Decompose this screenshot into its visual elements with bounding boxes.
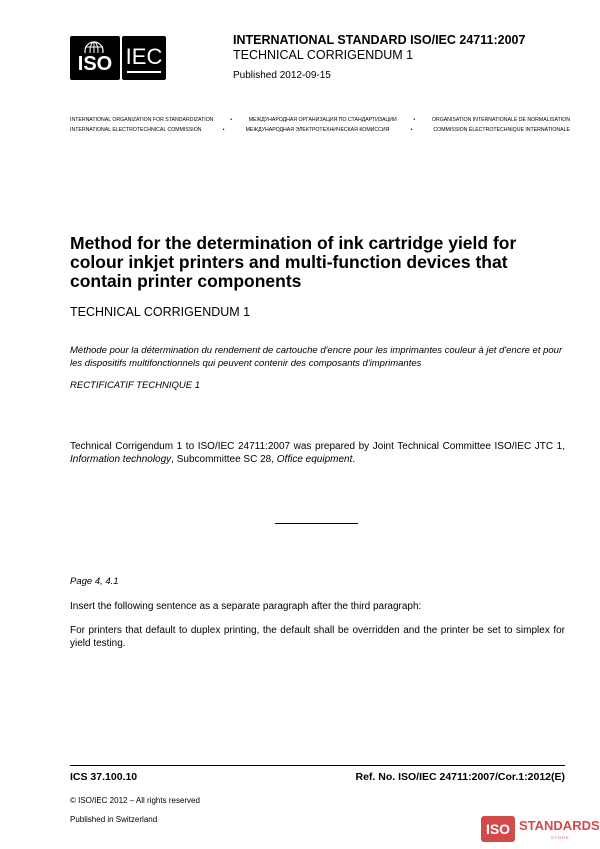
document-title: Method for the determination of ink cartridge yield for colour inkjet printers and multi-function devices that contain printer components [70, 233, 517, 291]
org-iec-en: INTERNATIONAL ELECTROTECHNICAL COMMISSION [70, 127, 202, 133]
french-title: Méthode pour la détermination du rendement de cartouche d'encre pour les imprimantes couleur à jet d'encre et pour les dispositifs multifonctionnels qui peuvent contenir des composants d'imprimantes [70, 345, 563, 369]
clause-reference: Page 4, 4.1 [70, 576, 119, 587]
intro-text-2: , Subcommittee SC 28, [171, 454, 277, 465]
copyright-notice: © ISO/IEC 2012 – All rights reserved [70, 796, 200, 805]
intro-italic-2: Office equipment [276, 454, 353, 465]
intro-italic-1: Information technology [70, 454, 172, 465]
intro-text-3: . [352, 454, 356, 465]
inserted-paragraph: For printers that default to duplex printing, the default shall be overridden and the printer be set to simplex for yield testing. [70, 625, 565, 649]
intro-text-1: Technical Corrigendum 1 to ISO/IEC 24711:2007 was prepared by Joint Technical Committee ISO/IEC JTC 1, [70, 441, 565, 452]
bullet: • [413, 117, 416, 123]
reference-number: Ref. No. ISO/IEC 24711:2007/Cor.1:2012(E) [355, 771, 565, 783]
footer-rule [70, 765, 565, 766]
standard-subtitle: TECHNICAL CORRIGENDUM 1 [233, 48, 414, 62]
globe-icon [83, 39, 105, 53]
iec-logo [122, 36, 166, 80]
store-logo-brand: STANDARDS [519, 818, 600, 833]
bullet: • [230, 117, 233, 123]
rectificatif-label: RECTIFICATIF TECHNIQUE 1 [70, 380, 201, 391]
store-logo-tag: STORE [551, 835, 570, 840]
bullet: • [410, 127, 413, 133]
organization-names [70, 115, 570, 135]
store-logo [481, 814, 600, 846]
store-logo-iso: ISO [481, 816, 515, 842]
org-iso-ru: МЕЖДУНАРОДНАЯ ОРГАНИЗАЦИЯ ПО СТАНДАРТИЗАЦИИ [248, 117, 397, 123]
org-iec-ru: МЕЖДУНАРОДНАЯ ЭЛЕКТРОТЕХНИЧЕСКАЯ КОМИССИЯ [245, 127, 390, 133]
standard-title: INTERNATIONAL STANDARD ISO/IEC 24711:2007 [233, 33, 526, 47]
ics-code: ICS 37.100.10 [70, 771, 138, 783]
org-iso-fr: ORGANISATION INTERNATIONALE DE NORMALISATION [431, 117, 570, 123]
instruction-paragraph: Insert the following sentence as a separate paragraph after the third paragraph: [70, 601, 422, 612]
organization-row-iec [70, 125, 570, 135]
organization-row-iso [70, 115, 570, 125]
org-iec-fr: COMMISSION ÉLECTROTECHNIQUE INTERNATIONALE [433, 127, 570, 133]
published-date: Published 2012-09-15 [233, 70, 331, 81]
corrigendum-label: TECHNICAL CORRIGENDUM 1 [70, 305, 251, 319]
iso-logo-text: ISO [77, 53, 113, 75]
iso-logo [70, 36, 120, 80]
separator-line [275, 523, 358, 524]
published-location: Published in Switzerland [70, 815, 158, 824]
org-iso-en: INTERNATIONAL ORGANIZATION FOR STANDARDIZATION [70, 117, 214, 123]
intro-paragraph [70, 440, 565, 466]
iec-logo-underline [127, 71, 161, 73]
bullet: • [222, 127, 225, 133]
iec-logo-text: IEC [125, 44, 163, 69]
